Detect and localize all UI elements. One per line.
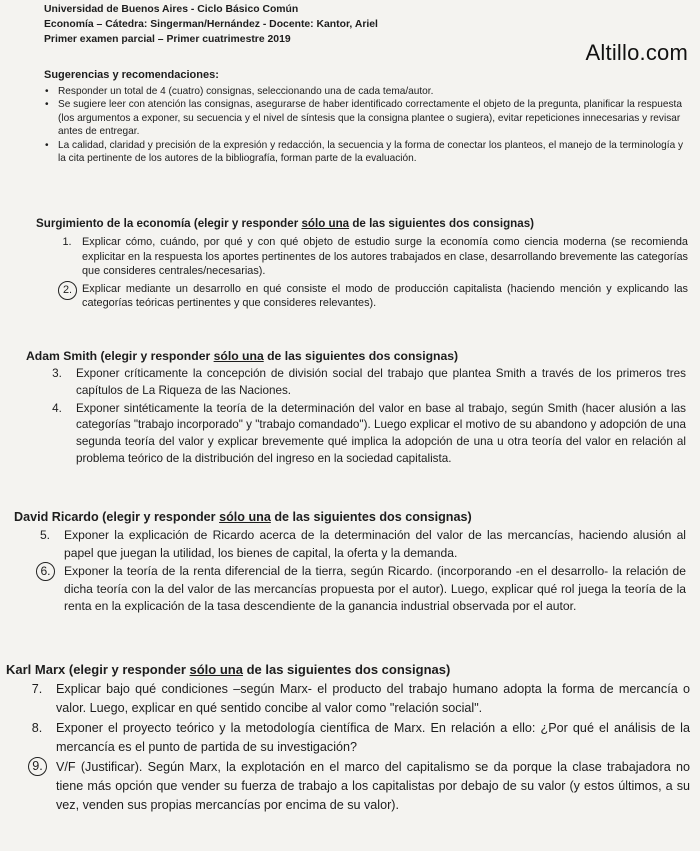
question-text: Explicar mediante un desarrollo en qué consiste el modo de producción capitalista (haciendo mención y explicando las categorías teóricas pertinentes y que consideres relevantes).: [82, 282, 688, 310]
question-number: 1.: [62, 236, 72, 248]
question-text: Exponer el proyecto teórico y la metodología científica de Marx. En relación a ello: ¿Por qué el análisis de la mercancía es el punto de partida de su investigación?: [56, 721, 690, 754]
section-title: [14, 508, 700, 526]
suggestion-item: • Responder un total de 4 (cuatro) consignas, seleccionando una de cada tema/autor.: [44, 85, 684, 98]
section-title-post: de las siguientes dos consignas): [349, 217, 535, 230]
section-title-post: de las siguientes dos consignas): [242, 662, 451, 677]
question-item: [26, 758, 690, 815]
question-item: [34, 527, 686, 562]
question-number: 8.: [31, 721, 43, 735]
question-number-circled: 9.: [28, 757, 47, 776]
section-title-post: de las siguientes dos consignas): [263, 349, 459, 363]
section-title-underlined: sólo una: [213, 349, 264, 363]
section-title: [6, 660, 700, 679]
question-number-circled: 2.: [58, 281, 77, 300]
question-text: Exponer críticamente la concepción de división social del trabajo que plantea Smith a través de los primeros tres capítulos de La Riqueza de las Naciones.: [76, 367, 686, 397]
question-item: [56, 282, 688, 311]
header-course: Economía – Cátedra: Singerman/Hernández - Docente: Kantor, Ariel: [44, 19, 378, 30]
question-text: Exponer sintéticamente la teoría de la determinación del valor en base al trabajo, según Smith (hacer alusión a las categorías "trabajo incorporado" y "trabajo comandado"). Luego explicar el motivo de su abandono y adopción de una segunda teoría del valor y explicar brevemente qué implica la adopción de una u otra teoría del valor en relación al problema teórico de la distribución del ingreso en la sociedad capitalista.: [76, 401, 686, 465]
question-item: [34, 563, 686, 616]
question-item: [46, 366, 686, 400]
section-title-pre: Adam Smith (elegir y responder: [26, 349, 214, 363]
question-item: [26, 719, 690, 757]
watermark: Altillo.com: [585, 40, 688, 65]
section-surgimiento: [0, 216, 700, 311]
section-title-pre: Karl Marx (elegir y responder: [6, 662, 190, 677]
question-number: 5.: [39, 528, 51, 542]
question-number: 7.: [31, 682, 43, 696]
section-title-underlined: sólo una: [189, 662, 243, 677]
question-number-circled: 6.: [36, 562, 55, 581]
section-title: [36, 216, 700, 232]
question-text: Exponer la explicación de Ricardo acerca de la determinación del valor de las mercancías, haciendo alusión al papel que juegan la utilidad, los bienes de capital, la oferta y la demanda.: [64, 528, 686, 560]
section-david-ricardo: [0, 508, 700, 616]
question-item: [26, 680, 690, 718]
suggestions-title: Sugerencias y recomendaciones:: [44, 69, 219, 81]
question-number: 4.: [52, 401, 62, 415]
question-text: V/F (Justificar). Según Marx, la explotación en el marco del capitalismo se da porque la clase trabajadora no tiene más opción que vender su fuerza de trabajo a los capitalistas por debajo de su valor (y estos últimos, a su vez, venden sus propias mercancías por encima de su valor).: [56, 760, 690, 812]
section-karl-marx: [0, 660, 700, 815]
section-title-post: de las siguientes dos consignas): [270, 510, 472, 524]
question-number: 3.: [52, 367, 62, 380]
suggestion-item: • La calidad, claridad y precisión de la expresión y redacción, la secuencia y la forma de conectar los planteos, el manejo de la terminología y la cita pertinente de los autores de la bibliografía, forman parte de la evaluación.: [44, 139, 684, 166]
section-title-pre: Surgimiento de la economía (elegir y responder: [36, 217, 302, 230]
section-title: [26, 348, 700, 365]
exam-header: [44, 2, 524, 47]
question-item: [46, 401, 686, 468]
header-exam: Primer examen parcial – Primer cuatrimestre 2019: [44, 34, 291, 45]
section-title-underlined: sólo una: [301, 217, 350, 230]
suggestions: [44, 68, 684, 165]
question-text: Exponer la teoría de la renta diferencial de la tierra, según Ricardo. (incorporando -en el desarrollo- la relación de dicha teoría con la del valor de las mercancías propuesta por el autor). Luego, explicar qué rol juega la teoría de la renta en la explicación de la tasa descendiente de la ganancia industrial observada por el autor.: [64, 564, 686, 614]
header-university: Universidad de Buenos Aires - Ciclo Básico Común: [44, 4, 299, 15]
suggestions-list: [44, 85, 684, 165]
question-text: Explicar cómo, cuándo, por qué y con qué objeto de estudio surge la economía como ciencia moderna (se recomienda explicitar en la respuesta los aportes pertinentes de los autores trabajados en clase, desarrollando brevemente las categorías que consideres centrales/necesarias).: [82, 236, 688, 278]
question-item: [56, 235, 688, 279]
section-adam-smith: [0, 348, 700, 468]
section-title-pre: David Ricardo (elegir y responder: [14, 510, 220, 524]
question-text: Explicar bajo qué condiciones –según Marx- el producto del trabajo humano adopta la forma de mercancía o valor. Luego, explicar en qué sentido concibe al valor como "relación social".: [56, 682, 690, 715]
section-title-underlined: sólo una: [219, 510, 271, 524]
suggestion-item: • Se sugiere leer con atención las consignas, asegurarse de haber identificado correctamente el objeto de la pregunta, planificar la respuesta (los argumentos a exponer, su secuencia y el nivel de síntesis que la consigna plantee o sugiera), evitar repeticiones innecesarias y revisar antes de entregar.: [44, 98, 684, 138]
